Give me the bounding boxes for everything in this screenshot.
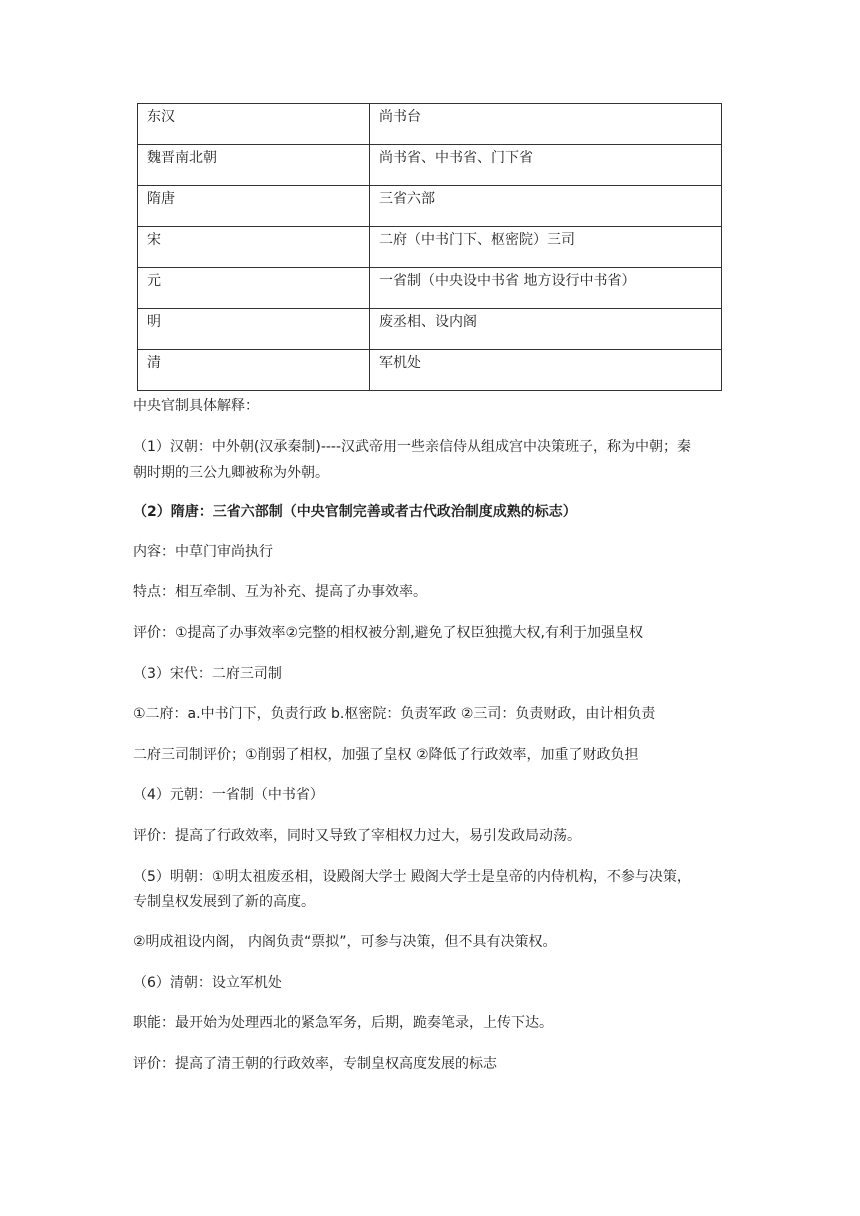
table-row [138, 186, 722, 227]
system-cell: 二府（中书门下、枢密院）三司 [370, 227, 722, 268]
system-cell: 军机处 [370, 350, 722, 391]
ming-paragraph-line-1: （5）明朝：①明太祖废丞相，设殿阁大学士 殿阁大学士是皇帝的内侍机构，不参与决策， [133, 869, 691, 885]
ming-cabinet: ②明成祖设内阁， 内阁负责“票拟”，可参与决策，但不具有决策权。 [133, 934, 557, 950]
table-row [138, 227, 722, 268]
table-row [138, 350, 722, 391]
system-cell: 三省六部 [370, 186, 722, 227]
dynasty-cell: 魏晋南北朝 [138, 145, 370, 186]
dynasty-cell: 东汉 [138, 104, 370, 145]
table-row [138, 268, 722, 309]
suitang-features: 特点：相互牵制、互为补充、提高了办事效率。 [133, 584, 427, 600]
suitang-content: 内容：中草门审尚执行 [133, 544, 273, 560]
ming-paragraph-line-2: 专制皇权发展到了新的高度。 [133, 894, 315, 910]
yuan-evaluation: 评价：提高了行政效率，同时又导致了宰相权力过大，易引发政局动荡。 [133, 828, 581, 844]
dynasty-cell: 清 [138, 350, 370, 391]
han-paragraph-line-1: （1）汉朝：中外朝(汉承秦制)----汉武帝用一些亲信侍从组成宫中决策班子，称为中朝；秦 [133, 439, 692, 455]
qing-evaluation: 评价：提高了清王朝的行政效率，专制皇权高度发展的标志 [133, 1056, 497, 1072]
table-body [138, 104, 722, 391]
system-cell: 尚书台 [370, 104, 722, 145]
han-paragraph-line-2: 朝时期的三公九卿被称为外朝。 [133, 465, 329, 481]
suitang-evaluation: 评价：①提高了办事效率②完整的相权被分割,避免了权臣独揽大权,有利于加强皇权 [133, 625, 643, 641]
central-government-table [137, 103, 722, 391]
song-heading: （3）宋代：二府三司制 [133, 666, 282, 682]
table-row [138, 104, 722, 145]
intro-heading: 中央官制具体解释： [133, 398, 259, 414]
song-evaluation: 二府三司制评价；①削弱了相权，加强了皇权 ②降低了行政效率，加重了财政负担 [133, 747, 639, 763]
suitang-heading: （2）隋唐：三省六部制（中央官制完善或者古代政治制度成熟的标志） [133, 504, 577, 520]
yuan-heading: （4）元朝：一省制（中书省） [133, 787, 324, 803]
system-cell: 一省制（中央设中书省 地方设行中书省） [370, 268, 722, 309]
system-cell: 尚书省、中书省、门下省 [370, 145, 722, 186]
dynasty-cell: 元 [138, 268, 370, 309]
qing-function: 职能：最开始为处理西北的紧急军务，后期，跪奏笔录，上传下达。 [133, 1015, 553, 1031]
system-cell: 废丞相、设内阁 [370, 309, 722, 350]
dynasty-cell: 明 [138, 309, 370, 350]
dynasty-cell: 宋 [138, 227, 370, 268]
dynasty-cell: 隋唐 [138, 186, 370, 227]
song-detail: ①二府：a.中书门下，负责行政 b.枢密院：负责军政 ②三司：负责财政，由计相负责 [133, 706, 656, 722]
table-row [138, 145, 722, 186]
qing-heading: （6）清朝：设立军机处 [133, 975, 282, 991]
table-row [138, 309, 722, 350]
